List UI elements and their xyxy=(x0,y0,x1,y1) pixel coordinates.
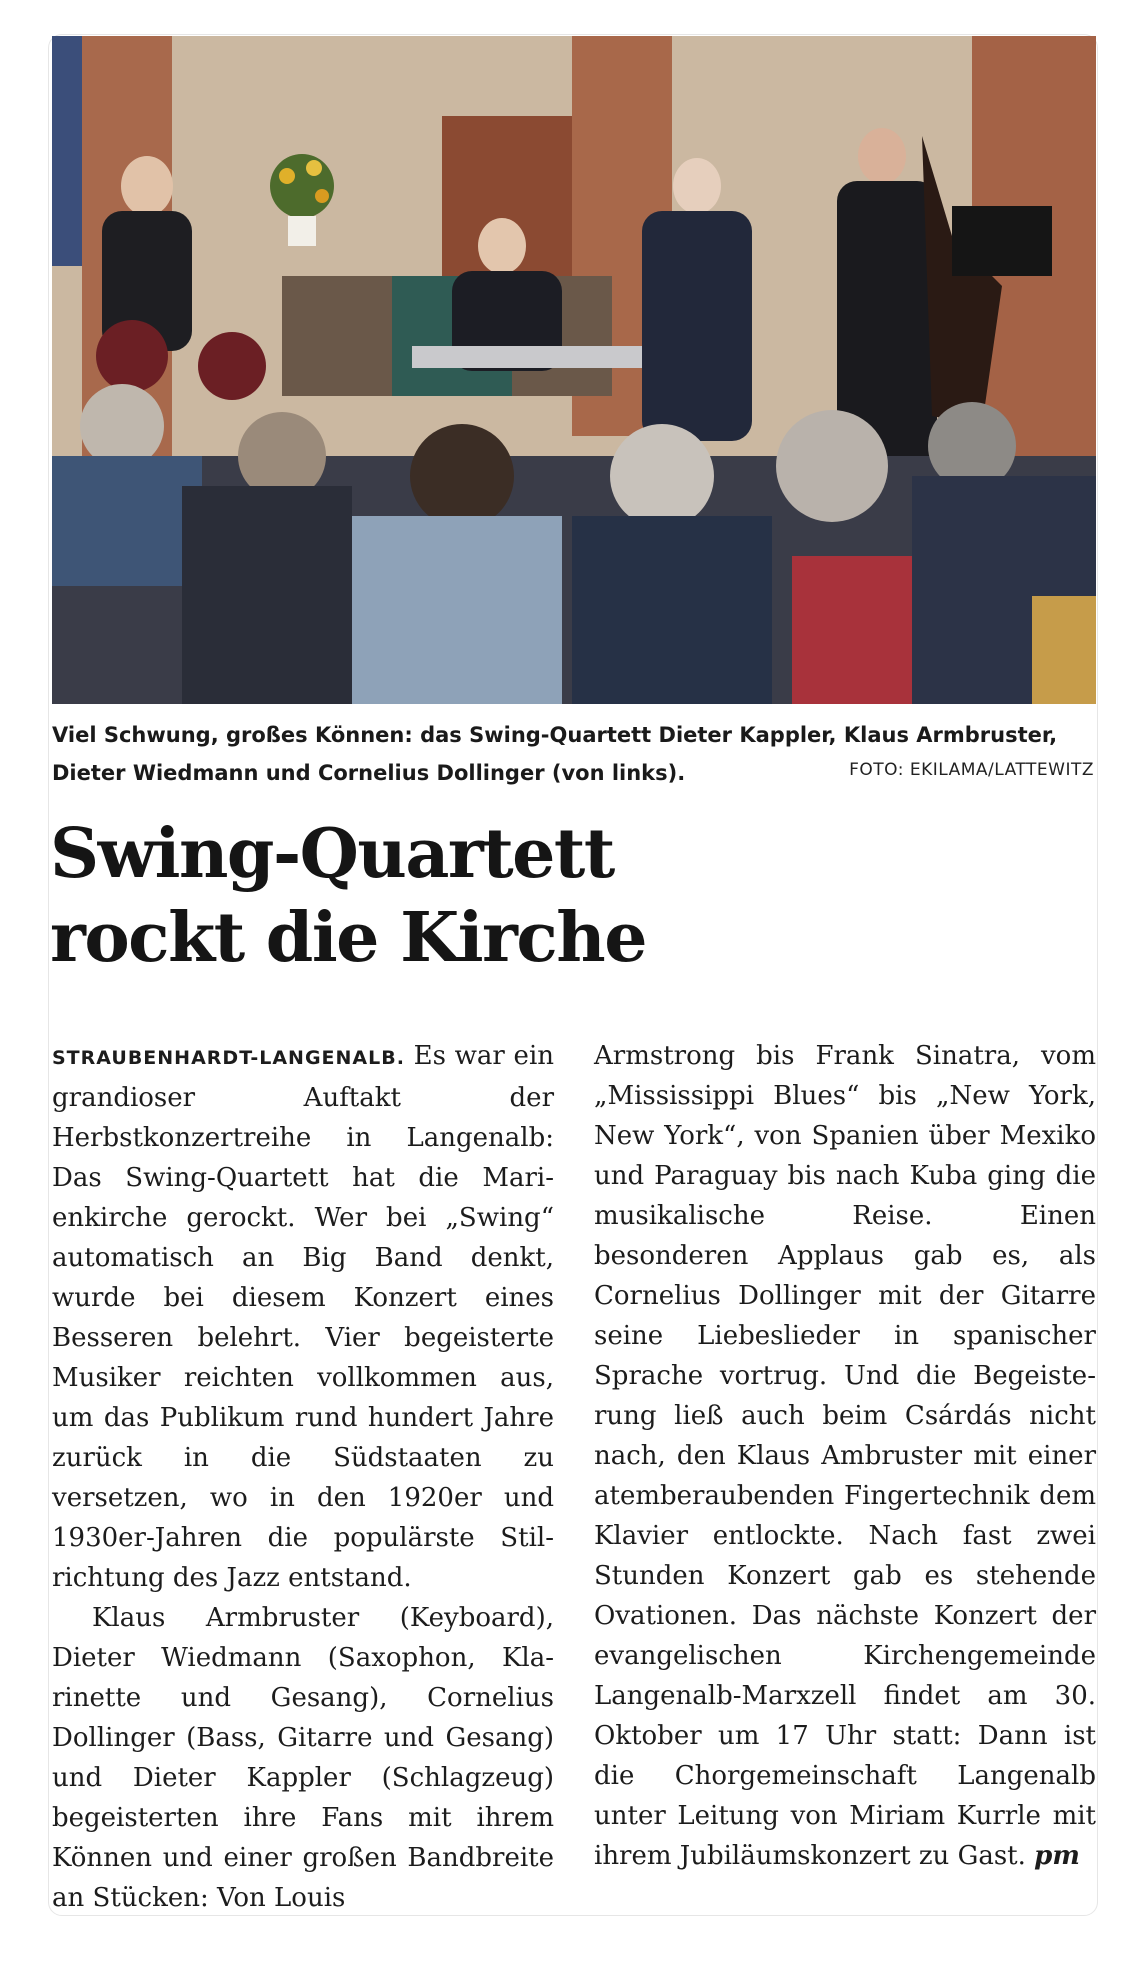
photo-credit: FOTO: EKILAMA/LATTEWITZ xyxy=(849,760,1094,780)
headline-line-1: Swing-Quartett xyxy=(50,814,614,894)
article-column-left xyxy=(52,1036,554,1918)
headline-line-2: rockt die Kirche xyxy=(50,898,646,978)
headline xyxy=(50,812,1090,980)
photo-caption: Viel Schwung, großes Können: das Swing-Quartett Dieter Kappler, Klaus Armbruster, Dieter Wiedmann und Cornelius Dollinger (von links). xyxy=(52,723,1058,785)
concert-photo xyxy=(52,36,1096,704)
paragraph-1-text: Es war ein grandioser Auftakt der Herbstkonzertreihe in Langenalb: Das Swing-Quartett hat die Marienkirche gerockt. Wer bei „Swing“ automatisch an Big Band denkt, wurde bei diesem Konzert eines Besseren belehrt. Vier begeisterte Musiker reichten vollkommen aus, um das Publikum rund hundert Jahre zurück in die Südstaaten zu versetzen, wo in den 1920er und 1930er-Jahren die populärste Stilrichtung des Jazz entstand. xyxy=(52,1041,555,1593)
paragraph-2: Klaus Armbruster (Keyboard), Dieter Wiedmann (Saxophon, Klarinette und Gesang), Cornelius Dollinger (Bass, Gitarre und Gesang) und Dieter Kappler (Schlagzeug) begeisterten ihre Fans mit ihrem Können und einer großen Bandbreite an Stücken: Von Louis xyxy=(52,1603,554,1913)
concert-photo-illustration xyxy=(52,36,1096,704)
paragraph-3 xyxy=(594,1036,1096,1876)
author-signature: pm xyxy=(1034,1841,1080,1871)
dateline: STRAUBENHARDT-LANGENALB. xyxy=(52,1047,405,1069)
paragraph-1 xyxy=(52,1036,554,1598)
article-column-right xyxy=(594,1036,1096,1876)
paragraph-3-text: Armstrong bis Frank Sinatra, vom „Mississippi Blues“ bis „New York, New York“, von Spanien über Mexiko und Paraguay bis nach Kuba ging die musikalische Reise. Einen besonderen Applaus gab es, als Cornelius Dollinger mit der Gitarre seine Liebeslieder in spanischer Sprache vortrug. Und die Begeisterung ließ auch beim Csárdás nicht nach, den Klaus Ambruster mit einer atemberaubenden Fingertechnik dem Klavier entlockte. Nach fast zwei Stunden Konzert gab es stehende Ovationen. Das nächste Konzert der evangelischen Kirchengemeinde Langenalb-Marxzell findet am 30. Oktober um 17 Uhr statt: Dann ist die Chorgemeinschaft Langenalb unter Leitung von Miriam Kurrle mit ihrem Jubiläumskonzert zu Gast. xyxy=(594,1041,1096,1871)
